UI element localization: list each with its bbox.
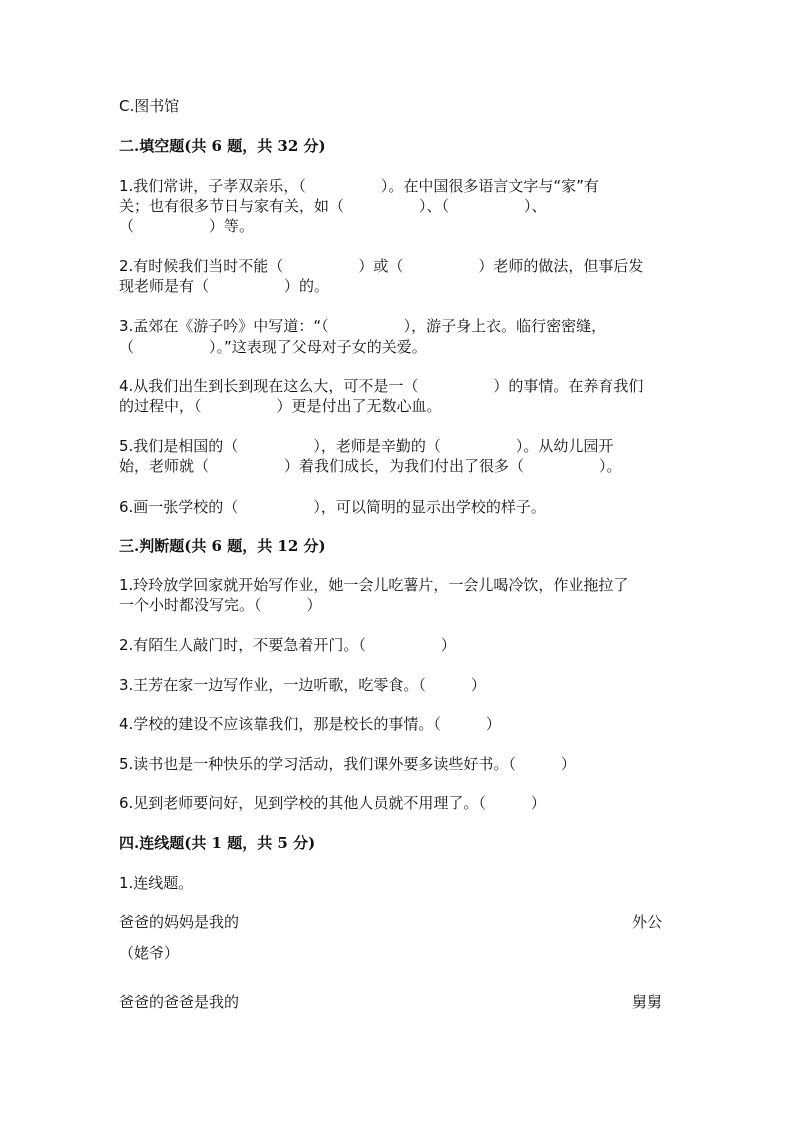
option-c: C.图书馆 [119,97,180,115]
question-line: 现老师是有（ ）的。 [119,277,330,295]
question-line: 5.我们是相国的（ ），老师是辛勤的（ ）。从幼儿园开 [119,437,614,455]
question-line: 4.学校的建设不应该靠我们，那是校长的事情。（ ） [119,715,501,733]
question-line: 3.孟郊在《游子吟》中写道：“（ ），游子身上衣。临行密密缝， [119,317,607,335]
question-line: 1.我们常讲，子孝双亲乐，（ ）。在中国很多语言文字与“家”有 [119,177,599,195]
question-line: 的过程中，（ ）更是付出了无数心血。 [119,397,442,415]
matching-left-item: 爸爸的爸爸是我的 [119,993,240,1011]
question-line: 1.玲玲放学回家就开始写作业，她一会儿吃薯片，一会儿喝冷饮，作业拖拉了 [119,576,629,594]
question-line: 2.有陌生人敲门时，不要急着开门。（ ） [119,636,456,654]
section-heading-fill-blank: 二.填空题(共 6 题，共 32 分) [119,137,326,155]
question-line: 1.连线题。 [119,874,194,892]
question-line: （ ）。”这表现了父母对子女的关爱。 [119,338,427,356]
question-line: 3.王芳在家一边写作业，一边听歌，吃零食。（ ） [119,676,486,694]
matching-left-item: 爸爸的妈妈是我的 [119,913,240,931]
question-line: 2.有时候我们当时不能（ ）或（ ）老师的做法，但事后发 [119,257,644,275]
question-line: （ ）等。 [119,217,255,235]
question-line: 关；也有很多节日与家有关，如（ ）、（ ）、 [119,197,547,215]
question-line: 6.画一张学校的（ ），可以简明的显示出学校的样子。 [119,498,546,516]
question-line: 始，老师就（ ）着我们成长，为我们付出了很多（ ）。 [119,457,622,475]
question-line: 一个小时都没写完。（ ） [119,596,322,614]
matching-right-item: 舅舅 [632,993,663,1011]
question-line: 6.见到老师要问好，见到学校的其他人员就不用理了。（ ） [119,794,546,812]
matching-right-item: 外公 [632,913,663,931]
matching-left-item: （姥爷） [119,944,180,962]
question-line: 4.从我们出生到长到现在这么大，可不是一（ ）的事情。在养育我们 [119,377,644,395]
section-heading-matching: 四.连线题(共 1 题，共 5 分) [119,834,316,852]
question-line: 5.读书也是一种快乐的学习活动，我们课外要多读些好书。（ ） [119,755,576,773]
section-heading-true-false: 三.判断题(共 6 题，共 12 分) [119,537,326,555]
